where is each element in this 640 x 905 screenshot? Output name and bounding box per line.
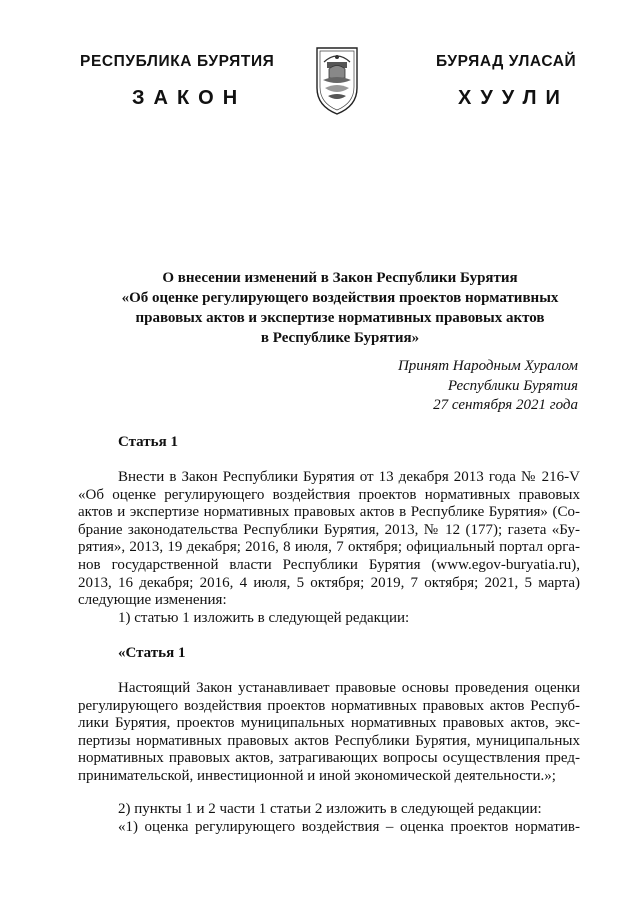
header-law-ru: ЗАКОН bbox=[132, 87, 247, 109]
paragraph-line: «1) оценка регулирующего воздействия – оценка проектов норматив- bbox=[118, 818, 580, 835]
paragraph-line: рятия», 2013, 19 декабря; 2016, 8 июля, 7 октября; официальный портал орга- bbox=[78, 539, 580, 556]
paragraph-line: лики Бурятия, проектов муниципальных нормативных правовых актов, экс- bbox=[78, 715, 580, 732]
paragraph-line: актов и экспертизе нормативных правовых актов в Республике Бурятия» (Со- bbox=[78, 504, 580, 521]
paragraph-line: брание законодательства Республики Бурятия, 2013, № 12 (177); газета «Бу- bbox=[78, 521, 580, 538]
title-line: О внесении изменений в Закон Республики Бурятия bbox=[162, 270, 518, 286]
quoted-article-text bbox=[78, 680, 580, 786]
adoption-line: Принят Народным Хуралом bbox=[397, 358, 578, 374]
title-line: «Об оценке регулирующего воздействия проектов нормативных bbox=[121, 290, 559, 306]
paragraph-line: 2013, 16 декабря; 2016, 4 июля, 5 октября; 2019, 7 октября; 2021, 5 марта) bbox=[78, 574, 580, 591]
adoption-line: 27 сентября 2021 года bbox=[433, 397, 578, 413]
quoted-article-heading: «Статья 1 bbox=[118, 645, 186, 661]
header-republic-bua: БУРЯАД УЛАСАЙ bbox=[436, 53, 577, 70]
title-line: правовых актов и экспертизе нормативных правовых актов bbox=[135, 310, 545, 326]
item-2-block bbox=[78, 801, 580, 836]
paragraph-line: принимательской, инвестиционной и иной экономической деятельности.»; bbox=[78, 767, 556, 784]
paragraph-line: Внести в Закон Республики Бурятия от 13 декабря 2013 года № 216-V bbox=[118, 469, 580, 485]
paragraph-line: пертизы нормативных правовых актов Республики Бурятия, муниципальных bbox=[78, 732, 580, 749]
paragraph-line: нов государственной власти Республики Бурятия (www.egov-buryatia.ru), bbox=[78, 556, 580, 573]
coat-of-arms-icon bbox=[313, 42, 361, 118]
paragraph-line: нормативных правовых актов, затрагивающих вопросы осуществления пред- bbox=[78, 750, 580, 767]
paragraph-line: регулирующего воздействия проектов нормативных правовых актов Респуб- bbox=[78, 697, 580, 714]
adoption-note bbox=[398, 357, 578, 416]
paragraph-line: «Об оценке регулирующего воздействия проектов нормативных правовых bbox=[78, 486, 580, 503]
header-republic-ru: РЕСПУБЛИКА БУРЯТИЯ bbox=[80, 53, 275, 70]
article-1-intro bbox=[78, 469, 580, 627]
adoption-line: Республики Бурятия bbox=[447, 377, 578, 394]
item-2: 2) пункты 1 и 2 части 1 статьи 2 изложить в следующей редакции: bbox=[118, 801, 542, 817]
paragraph-line: Настоящий Закон устанавливает правовые основы проведения оценки bbox=[118, 680, 580, 696]
title-line: в Республике Бурятия» bbox=[260, 330, 420, 346]
item-1: 1) статью 1 изложить в следующей редакции: bbox=[118, 609, 410, 626]
article-1-heading: Статья 1 bbox=[118, 434, 178, 450]
paragraph-line: следующие изменения: bbox=[78, 592, 227, 609]
law-title bbox=[80, 268, 600, 348]
header-law-bua: ХУУЛИ bbox=[458, 87, 569, 109]
